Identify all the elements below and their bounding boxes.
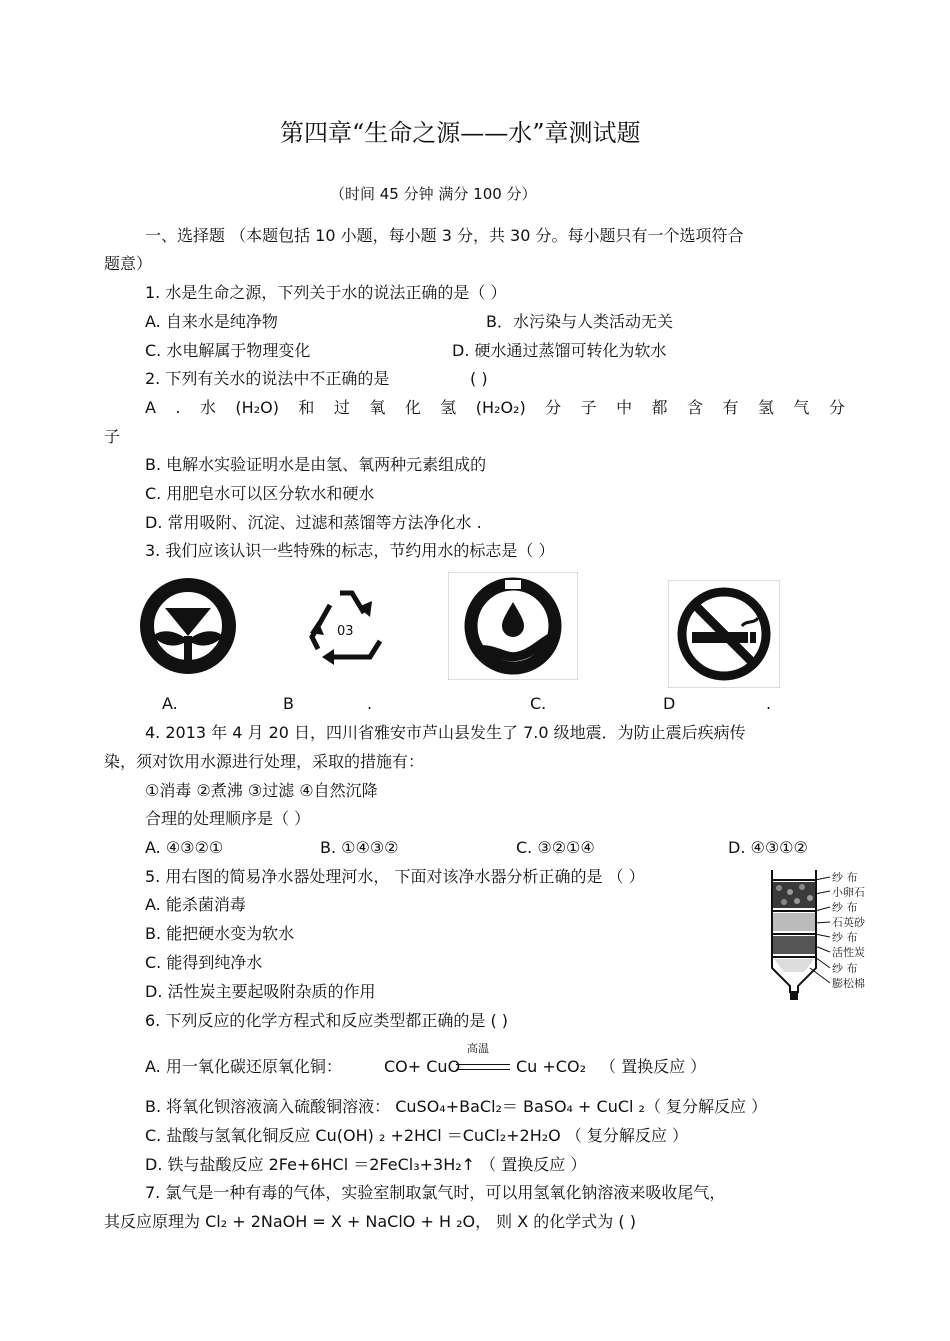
question-5-option-a[interactable]: A. 能杀菌消毒 [145,895,246,914]
question-4-stem: 4. 2013 年 4 月 20 日，四川省雅安市芦山县发生了 7.0 级地震．为防止震后疾病传 [145,723,746,742]
cotton-layer [774,959,814,972]
page-title: 第四章“生命之源——水”章测试题 [280,119,641,147]
justified-char: . [175,398,181,417]
question-6-option-a-equation-right: Cu +CO₂ [516,1057,586,1076]
question-6-option-b[interactable]: B. 将氧化钡溶液滴入硫酸铜溶液： CuSO₄+BaCl₂＝ BaSO₄ + CuCl ₂（ 复分解反应 ） [145,1097,768,1116]
justified-char: 分 [545,398,562,417]
justified-char: 有 [722,398,739,417]
water-purifier-diagram [764,868,872,1008]
question-4-option-c[interactable]: C. ③②①④ [516,838,595,857]
question-3-label-dot: . [766,694,772,713]
justified-char: 子 [580,398,597,417]
layer-label: 膨松棉 [832,977,865,990]
layer-label: 纱 布 [832,962,858,975]
question-2-option-a-tail: 子 [104,427,121,446]
section-header: 一、选择题 （本题包括 10 小题，每小题 3 分，共 30 分。每小题只有一个选项符合 [145,226,744,245]
justified-char: 水 [199,398,216,417]
reaction-arrow [456,1064,510,1070]
question-2-option-d[interactable]: D. 常用吸附、沉淀、过滤和蒸馏等方法净化水 . [145,513,482,532]
question-6-option-a-equation-left: CO+ CuO [384,1057,461,1076]
question-4-option-b[interactable]: B. ①④③② [320,838,399,857]
question-5-option-b[interactable]: B. 能把硬水变为软水 [145,924,295,943]
question-2-option-c[interactable]: C. 用肥皂水可以区分软水和硬水 [145,484,375,503]
question-1-option-b[interactable]: B．水污染与人类活动无关 [486,312,673,331]
question-2-option-b[interactable]: B. 电解水实验证明水是由氢、氧两种元素组成的 [145,455,487,474]
question-2-option-a[interactable] [145,398,845,418]
recycle-code-text: 03 [337,624,354,639]
activated-carbon-layer [773,936,815,954]
layer-label: 小卵石 [832,886,865,899]
justified-char: 氧 [369,398,386,417]
question-4-measures: ①消毒 ②煮沸 ③过滤 ④自然沉降 [145,781,378,800]
question-6-option-c[interactable]: C. 盐酸与氢氧化铜反应 Cu(OH) ₂ +2HCl ＝CuCl₂+2H₂O （ 复分解反应 ） [145,1126,688,1145]
question-1-option-d[interactable]: D. 硬水通过蒸馏可转化为软水 [452,341,667,360]
question-5-option-d[interactable]: D. 活性炭主要起吸附杂质的作用 [145,982,376,1001]
section-header-cont: 题意） [104,254,153,273]
justified-char: 氢 [757,398,774,417]
quartz-sand-layer [773,913,815,931]
question-3-option-c[interactable]: C. [530,694,547,713]
question-1-stem: 1. 水是生命之源，下列关于水的说法正确的是（ ） [145,283,507,302]
justified-char: 都 [651,398,668,417]
justified-char: (H₂O) [235,398,279,417]
recycle-symbol-icon[interactable] [300,583,394,669]
question-7-stem: 7. 氯气是一种有毒的气体，实验室制取氯气时，可以用氢氧化钠溶液来吸收尾气， [145,1183,726,1202]
page-subtitle: （时间 45 分钟 满分 100 分） [330,185,537,203]
justified-char: 氢 [440,398,457,417]
question-2-answer-paren: ( ) [470,369,488,388]
question-6-option-a-type: （ 置换反应 ） [600,1057,707,1076]
layer-label: 纱 布 [832,871,858,884]
question-4-stem-cont: 染，须对饮用水源进行处理，采取的措施有： [104,752,425,771]
question-3-option-a[interactable]: A. [162,694,178,713]
question-3-option-d[interactable]: D [663,694,676,713]
question-6-stem: 6. 下列反应的化学方程式和反应类型都正确的是 ( ) [145,1011,509,1030]
question-4-ask: 合理的处理顺序是（ ） [145,809,311,828]
water-saving-logo-icon[interactable] [448,572,578,680]
justified-char: (H₂O₂) [475,398,526,417]
question-7-stem-cont: 其反应原理为 Cl₂ + 2NaOH = X + NaClO + H ₂O， 则 X 的化学式为 ( ) [104,1212,636,1231]
justified-char: A [145,398,156,417]
layer-label: 活性炭 [832,946,865,959]
justified-char: 和 [298,398,315,417]
question-6-option-d[interactable]: D. 铁与盐酸反应 2Fe+6HCl ＝2FeCl₃+3H₂↑ （ 置换反应 ） [145,1155,587,1174]
green-food-logo-icon[interactable] [137,578,239,674]
layer-label: 石英砂 [832,916,865,929]
question-5-option-c[interactable]: C. 能得到纯净水 [145,953,263,972]
question-6-option-a[interactable]: A. 用一氧化碳还原氧化铜： [145,1057,342,1076]
justified-char: 含 [687,398,704,417]
no-smoking-sign-icon[interactable] [668,580,780,688]
pebble-layer [773,882,815,908]
question-3-label-dot: . [367,694,373,713]
justified-char: 化 [404,398,421,417]
layer-label: 纱 布 [832,901,858,914]
layer-label: 纱 布 [832,931,858,944]
question-3-option-b[interactable]: B [283,694,294,713]
question-4-option-d[interactable]: D. ④③①② [728,838,808,857]
question-5-stem: 5. 用右图的简易净水器处理河水， 下面对该净水器分析正确的是 （ ） [145,867,645,886]
justified-char: 气 [793,398,810,417]
reaction-condition: 高温 [467,1042,489,1055]
question-4-option-a[interactable]: A. ④③②① [145,838,224,857]
question-3-stem: 3. 我们应该认识一些特殊的标志，节约用水的标志是（ ） [145,541,555,560]
justified-char: 过 [333,398,350,417]
justified-char: 分 [828,398,845,417]
justified-char: 中 [616,398,633,417]
question-2-stem: 2. 下列有关水的说法中不正确的是 [145,369,390,388]
question-1-option-a[interactable]: A. 自来水是纯净物 [145,312,278,331]
question-1-option-c[interactable]: C. 水电解属于物理变化 [145,341,311,360]
